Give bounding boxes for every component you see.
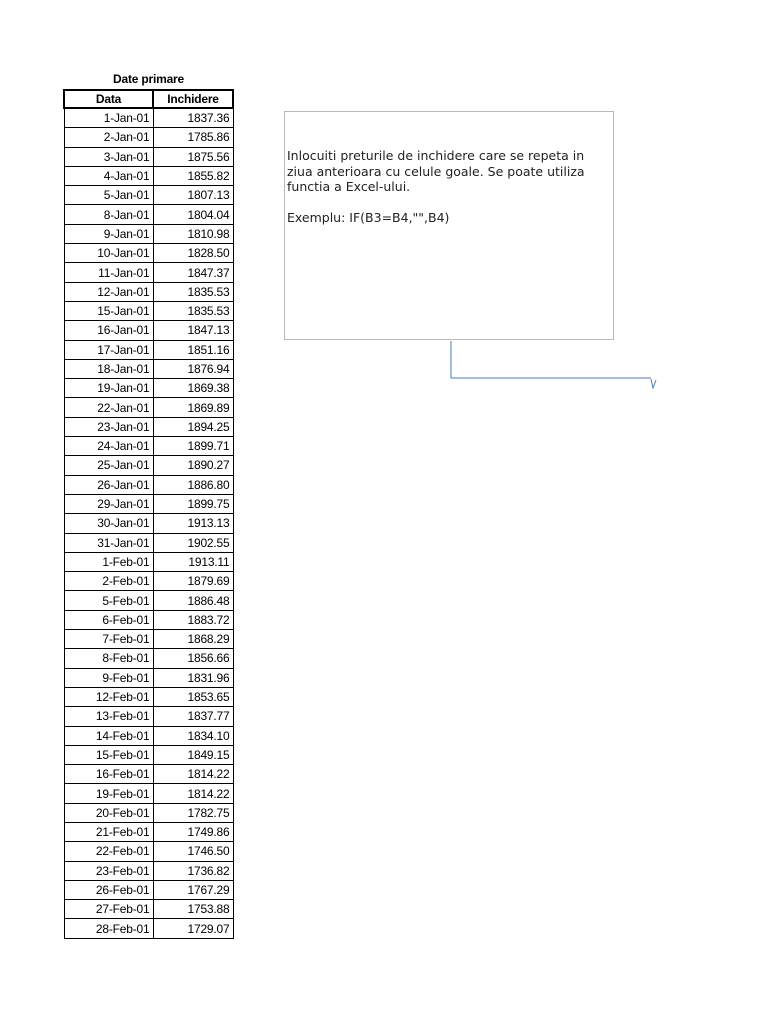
- table-row: [64, 784, 233, 803]
- date-cell[interactable]: 22-Jan-01: [64, 398, 153, 417]
- table-body: [64, 108, 233, 938]
- close-price-cell[interactable]: 1890.27: [153, 456, 233, 475]
- close-price-cell[interactable]: 1767.29: [153, 880, 233, 899]
- table-row: [64, 494, 233, 513]
- date-cell[interactable]: 15-Feb-01: [64, 745, 153, 764]
- close-price-cell[interactable]: 1847.13: [153, 321, 233, 340]
- close-price-cell[interactable]: 1855.82: [153, 166, 233, 185]
- date-cell[interactable]: 22-Feb-01: [64, 842, 153, 861]
- close-price-cell[interactable]: 1899.71: [153, 437, 233, 456]
- date-cell[interactable]: 9-Jan-01: [64, 224, 153, 243]
- date-cell[interactable]: 3-Jan-01: [64, 147, 153, 166]
- table-row: [64, 166, 233, 185]
- date-cell[interactable]: 2-Feb-01: [64, 572, 153, 591]
- date-cell[interactable]: 19-Feb-01: [64, 784, 153, 803]
- table-row: [64, 456, 233, 475]
- table-row: [64, 282, 233, 301]
- close-price-cell[interactable]: 1753.88: [153, 900, 233, 919]
- comment-box[interactable]: Inlocuiti preturile de inchidere care se repeta in ziua anterioara cu celule goale. Se poate utiliza functia a Excel-ului. Exemplu: IF(B3=B4,"",B4): [284, 111, 614, 340]
- close-price-cell[interactable]: 1869.38: [153, 379, 233, 398]
- table-row: [64, 630, 233, 649]
- table-row: [64, 842, 233, 861]
- table-row: [64, 514, 233, 533]
- date-cell[interactable]: 28-Feb-01: [64, 919, 153, 938]
- close-price-cell[interactable]: 1886.48: [153, 591, 233, 610]
- close-price-cell[interactable]: 1814.22: [153, 784, 233, 803]
- date-cell[interactable]: 24-Jan-01: [64, 437, 153, 456]
- close-price-cell[interactable]: 1804.04: [153, 205, 233, 224]
- table-row: [64, 880, 233, 899]
- date-cell[interactable]: 26-Feb-01: [64, 880, 153, 899]
- date-cell[interactable]: 21-Feb-01: [64, 822, 153, 841]
- table-row: [64, 822, 233, 841]
- header-row: [64, 90, 233, 108]
- table-row: [64, 321, 233, 340]
- table-row: [64, 533, 233, 552]
- table-row: [64, 417, 233, 436]
- date-cell[interactable]: 6-Feb-01: [64, 610, 153, 629]
- close-price-cell[interactable]: 1894.25: [153, 417, 233, 436]
- close-price-cell[interactable]: 1814.22: [153, 765, 233, 784]
- date-cell[interactable]: 14-Feb-01: [64, 726, 153, 745]
- date-cell[interactable]: 9-Feb-01: [64, 668, 153, 687]
- date-cell[interactable]: 10-Jan-01: [64, 244, 153, 263]
- close-price-cell[interactable]: 1879.69: [153, 572, 233, 591]
- close-price-cell[interactable]: 1831.96: [153, 668, 233, 687]
- close-price-cell[interactable]: 1869.89: [153, 398, 233, 417]
- close-price-cell[interactable]: 1782.75: [153, 803, 233, 822]
- close-price-cell[interactable]: 1835.53: [153, 301, 233, 320]
- date-cell[interactable]: 15-Jan-01: [64, 301, 153, 320]
- date-cell[interactable]: 8-Feb-01: [64, 649, 153, 668]
- close-price-cell[interactable]: 1899.75: [153, 494, 233, 513]
- date-cell[interactable]: 26-Jan-01: [64, 475, 153, 494]
- table-row: [64, 186, 233, 205]
- date-cell[interactable]: 5-Feb-01: [64, 591, 153, 610]
- date-cell[interactable]: 5-Jan-01: [64, 186, 153, 205]
- date-cell[interactable]: 16-Jan-01: [64, 321, 153, 340]
- table-row: [64, 649, 233, 668]
- close-price-cell[interactable]: 1749.86: [153, 822, 233, 841]
- date-cell[interactable]: 23-Jan-01: [64, 417, 153, 436]
- close-price-cell[interactable]: 1886.80: [153, 475, 233, 494]
- close-price-cell[interactable]: 1837.36: [153, 108, 233, 128]
- date-cell[interactable]: 7-Feb-01: [64, 630, 153, 649]
- close-price-cell[interactable]: 1902.55: [153, 533, 233, 552]
- close-price-cell[interactable]: 1856.66: [153, 649, 233, 668]
- table-row: [64, 765, 233, 784]
- date-cell[interactable]: 12-Jan-01: [64, 282, 153, 301]
- close-price-cell[interactable]: 1853.65: [153, 687, 233, 706]
- close-price-cell[interactable]: 1875.56: [153, 147, 233, 166]
- close-price-cell[interactable]: 1834.10: [153, 726, 233, 745]
- date-cell[interactable]: 1-Jan-01: [64, 108, 153, 128]
- date-cell[interactable]: 2-Jan-01: [64, 128, 153, 147]
- column-header-data[interactable]: Data: [64, 90, 153, 108]
- date-cell[interactable]: 27-Feb-01: [64, 900, 153, 919]
- date-cell[interactable]: 1-Feb-01: [64, 552, 153, 571]
- table-row: [64, 224, 233, 243]
- close-price-cell[interactable]: 1913.13: [153, 514, 233, 533]
- close-price-cell[interactable]: 1785.86: [153, 128, 233, 147]
- table-title: Date primare: [113, 72, 184, 86]
- table-row: [64, 205, 233, 224]
- table-row: [64, 572, 233, 591]
- date-cell[interactable]: 17-Jan-01: [64, 340, 153, 359]
- close-price-cell[interactable]: 1736.82: [153, 861, 233, 880]
- date-cell[interactable]: 30-Jan-01: [64, 514, 153, 533]
- close-price-cell[interactable]: 1835.53: [153, 282, 233, 301]
- date-cell[interactable]: 16-Feb-01: [64, 765, 153, 784]
- table-row: [64, 128, 233, 147]
- table-row: [64, 707, 233, 726]
- table-row: [64, 610, 233, 629]
- close-price-cell[interactable]: 1868.29: [153, 630, 233, 649]
- table-row: [64, 359, 233, 378]
- table-row: [64, 147, 233, 166]
- date-cell[interactable]: 29-Jan-01: [64, 494, 153, 513]
- date-cell[interactable]: 12-Feb-01: [64, 687, 153, 706]
- table-row: [64, 726, 233, 745]
- close-price-cell[interactable]: 1876.94: [153, 359, 233, 378]
- date-cell[interactable]: 23-Feb-01: [64, 861, 153, 880]
- data-table: [63, 89, 234, 939]
- date-cell[interactable]: 11-Jan-01: [64, 263, 153, 282]
- date-cell[interactable]: 8-Jan-01: [64, 205, 153, 224]
- table-row: [64, 379, 233, 398]
- table-row: [64, 668, 233, 687]
- close-price-cell[interactable]: 1847.37: [153, 263, 233, 282]
- date-cell[interactable]: 13-Feb-01: [64, 707, 153, 726]
- table-row: [64, 687, 233, 706]
- date-cell[interactable]: 31-Jan-01: [64, 533, 153, 552]
- table-row: [64, 340, 233, 359]
- table-row: [64, 861, 233, 880]
- close-price-cell[interactable]: 1828.50: [153, 244, 233, 263]
- table-row: [64, 437, 233, 456]
- close-price-cell[interactable]: 1807.13: [153, 186, 233, 205]
- date-cell[interactable]: 19-Jan-01: [64, 379, 153, 398]
- date-cell[interactable]: 4-Jan-01: [64, 166, 153, 185]
- close-price-cell[interactable]: 1729.07: [153, 919, 233, 938]
- column-header-inchidere[interactable]: Inchidere: [153, 90, 233, 108]
- date-cell[interactable]: 20-Feb-01: [64, 803, 153, 822]
- close-price-cell[interactable]: 1810.98: [153, 224, 233, 243]
- table-row: [64, 900, 233, 919]
- close-price-cell[interactable]: 1837.77: [153, 707, 233, 726]
- table-row: [64, 552, 233, 571]
- table-row: [64, 398, 233, 417]
- close-price-cell[interactable]: 1746.50: [153, 842, 233, 861]
- close-price-cell[interactable]: 1849.15: [153, 745, 233, 764]
- date-cell[interactable]: 18-Jan-01: [64, 359, 153, 378]
- close-price-cell[interactable]: 1913.11: [153, 552, 233, 571]
- table-row: [64, 591, 233, 610]
- table-row: [64, 919, 233, 938]
- date-cell[interactable]: 25-Jan-01: [64, 456, 153, 475]
- table-row: [64, 263, 233, 282]
- close-price-cell[interactable]: 1883.72: [153, 610, 233, 629]
- table-row: [64, 301, 233, 320]
- close-price-cell[interactable]: 1851.16: [153, 340, 233, 359]
- table-row: [64, 244, 233, 263]
- table-row: [64, 475, 233, 494]
- table-row: [64, 803, 233, 822]
- table-row: [64, 745, 233, 764]
- table-row: [64, 108, 233, 128]
